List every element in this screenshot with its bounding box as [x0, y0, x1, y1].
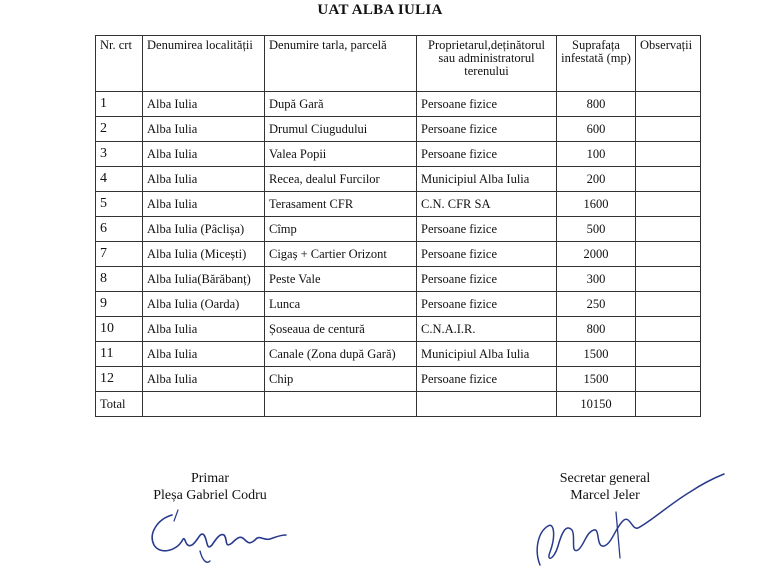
cell-localitate: Alba Iulia	[143, 142, 265, 167]
cell-localitate: Alba Iulia	[143, 342, 265, 367]
cell-suprafata: 250	[557, 292, 636, 317]
total-label: Total	[96, 392, 143, 417]
cell-observatii	[636, 192, 701, 217]
cell-observatii	[636, 117, 701, 142]
table-row	[96, 192, 701, 217]
header-observatii: Observații	[636, 36, 701, 92]
cell-tarla: Lunca	[265, 292, 417, 317]
header-proprietar: Proprietarul,deținătorul sau administratorul terenului	[417, 36, 557, 92]
cell-observatii	[636, 317, 701, 342]
cell-tarla: Chip	[265, 367, 417, 392]
total-empty-cell	[636, 392, 701, 417]
cell-observatii	[636, 142, 701, 167]
cell-tarla: Drumul Ciugudului	[265, 117, 417, 142]
secretary-role: Secretar general	[559, 471, 651, 486]
table-row	[96, 317, 701, 342]
header-localitate: Denumirea localității	[143, 36, 265, 92]
table-row	[96, 367, 701, 392]
cell-suprafata: 600	[557, 117, 636, 142]
cell-suprafata: 1500	[557, 342, 636, 367]
table-row	[96, 117, 701, 142]
cell-tarla: Cigaș + Cartier Orizont	[265, 242, 417, 267]
cell-nr: 8	[96, 267, 143, 292]
cell-nr: 3	[96, 142, 143, 167]
cell-tarla: Cîmp	[265, 217, 417, 242]
table-row	[96, 92, 701, 117]
mayor-name: Pleșa Gabriel Codru	[153, 488, 267, 503]
cell-localitate: Alba Iulia	[143, 92, 265, 117]
cell-nr: 7	[96, 242, 143, 267]
table-row	[96, 167, 701, 192]
table-row	[96, 142, 701, 167]
cell-proprietar: Persoane fizice	[417, 217, 557, 242]
cell-tarla: După Gară	[265, 92, 417, 117]
cell-proprietar: Persoane fizice	[417, 142, 557, 167]
table-row	[96, 267, 701, 292]
table-row	[96, 242, 701, 267]
cell-suprafata: 200	[557, 167, 636, 192]
cell-nr: 2	[96, 117, 143, 142]
cell-nr: 12	[96, 367, 143, 392]
cell-nr: 9	[96, 292, 143, 317]
cell-observatii	[636, 267, 701, 292]
secretary-name: Marcel Jeler	[570, 488, 640, 503]
total-row	[96, 392, 701, 417]
cell-suprafata: 1600	[557, 192, 636, 217]
cell-suprafata: 2000	[557, 242, 636, 267]
cell-nr: 10	[96, 317, 143, 342]
cell-tarla: Peste Vale	[265, 267, 417, 292]
cell-localitate: Alba Iulia (Micești)	[143, 242, 265, 267]
total-empty-cell	[143, 392, 265, 417]
cell-nr: 6	[96, 217, 143, 242]
total-empty-cell	[265, 392, 417, 417]
mayor-signature-block	[120, 470, 300, 504]
cell-proprietar: Persoane fizice	[417, 117, 557, 142]
table-row	[96, 217, 701, 242]
table-body	[96, 92, 701, 392]
cell-nr: 11	[96, 342, 143, 367]
cell-observatii	[636, 292, 701, 317]
cell-observatii	[636, 342, 701, 367]
cell-localitate: Alba Iulia	[143, 317, 265, 342]
header-nr-crt: Nr. crt	[96, 36, 143, 92]
cell-localitate: Alba Iulia	[143, 367, 265, 392]
cell-suprafata: 300	[557, 267, 636, 292]
cell-suprafata: 800	[557, 92, 636, 117]
cell-tarla: Valea Popii	[265, 142, 417, 167]
cell-proprietar: Persoane fizice	[417, 267, 557, 292]
header-tarla: Denumire tarla, parcelă	[265, 36, 417, 92]
cell-observatii	[636, 92, 701, 117]
cell-observatii	[636, 367, 701, 392]
cell-tarla: Terasament CFR	[265, 192, 417, 217]
cell-proprietar: Municipiul Alba Iulia	[417, 342, 557, 367]
cell-proprietar: Persoane fizice	[417, 92, 557, 117]
cell-localitate: Alba Iulia (Oarda)	[143, 292, 265, 317]
cell-tarla: Șoseaua de centură	[265, 317, 417, 342]
cell-proprietar: Persoane fizice	[417, 292, 557, 317]
cell-nr: 4	[96, 167, 143, 192]
cell-suprafata: 100	[557, 142, 636, 167]
header-suprafata: Suprafața infestată (mp)	[557, 36, 636, 92]
mayor-role: Primar	[190, 471, 230, 486]
table-row	[96, 342, 701, 367]
cell-suprafata: 500	[557, 217, 636, 242]
cell-localitate: Alba Iulia	[143, 192, 265, 217]
cell-observatii	[636, 242, 701, 267]
cell-observatii	[636, 167, 701, 192]
cell-tarla: Recea, dealul Furcilor	[265, 167, 417, 192]
document-title: UAT ALBA IULIA	[317, 2, 443, 18]
secretary-handwritten-signature	[520, 470, 740, 570]
cell-localitate: Alba Iulia	[143, 117, 265, 142]
cell-tarla: Canale (Zona după Gară)	[265, 342, 417, 367]
cell-proprietar: Persoane fizice	[417, 367, 557, 392]
mayor-handwritten-signature	[140, 505, 290, 570]
cell-observatii	[636, 217, 701, 242]
total-empty-cell	[417, 392, 557, 417]
cell-proprietar: Municipiul Alba Iulia	[417, 167, 557, 192]
infestation-table	[95, 35, 701, 417]
cell-proprietar: C.N.A.I.R.	[417, 317, 557, 342]
table-header-row	[96, 36, 701, 92]
cell-localitate: Alba Iulia	[143, 167, 265, 192]
cell-suprafata: 800	[557, 317, 636, 342]
total-value: 10150	[557, 392, 636, 417]
cell-nr: 5	[96, 192, 143, 217]
cell-proprietar: C.N. CFR SA	[417, 192, 557, 217]
table-row	[96, 292, 701, 317]
cell-localitate: Alba Iulia(Bărăbanț)	[143, 267, 265, 292]
cell-proprietar: Persoane fizice	[417, 242, 557, 267]
cell-localitate: Alba Iulia (Pâclișa)	[143, 217, 265, 242]
cell-nr: 1	[96, 92, 143, 117]
cell-suprafata: 1500	[557, 367, 636, 392]
